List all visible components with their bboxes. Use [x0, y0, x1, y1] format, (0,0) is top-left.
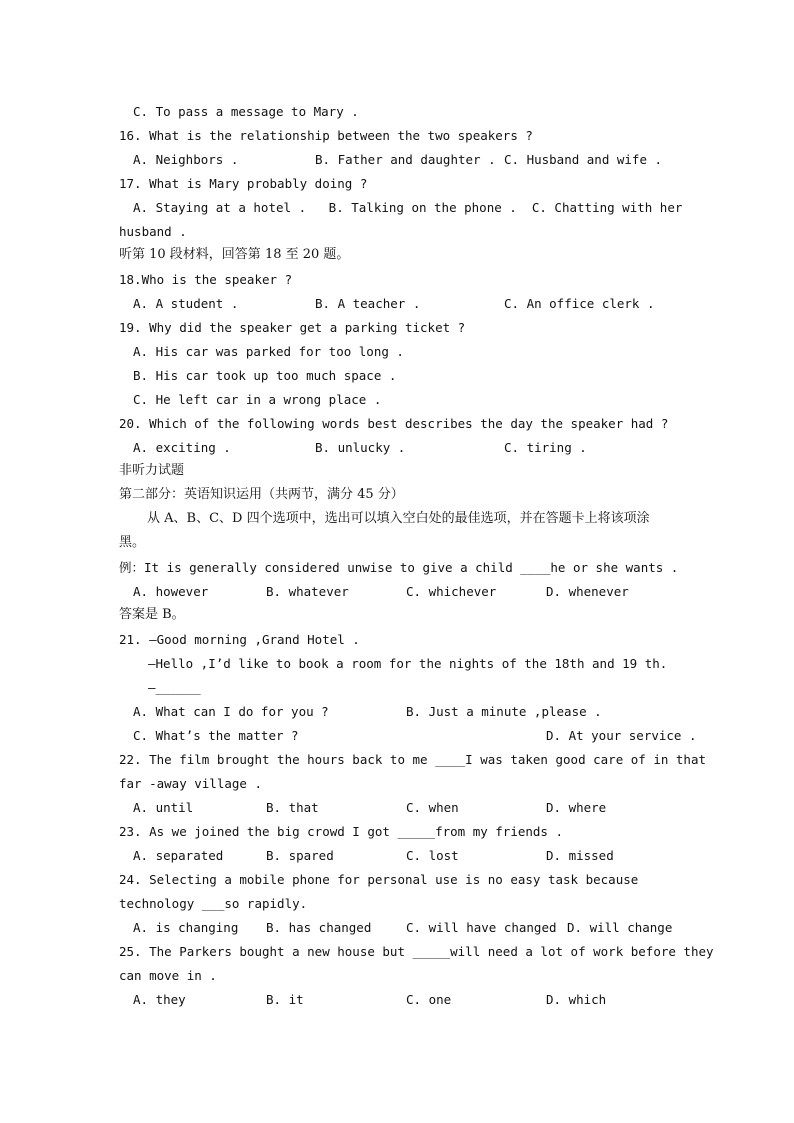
example-stem: 例：It is generally considered unwise to give a child ____he or she wants . — [119, 560, 679, 575]
q19-stem: 19. Why did the speaker get a parking ticket ? — [119, 320, 466, 335]
q22-option-b: B. that — [266, 800, 319, 815]
q25-option-c: C. one — [406, 992, 452, 1007]
q21-dialogue-2: —Hello ,I’d like to book a room for the nights of the 18th and 19 th. — [148, 656, 668, 671]
q25-option-b: B. it — [266, 992, 304, 1007]
q18-option-a: A. A student . — [133, 296, 239, 311]
q19-option-a: A. His car was parked for too long . — [133, 344, 404, 359]
q22-option-c: C. when — [406, 800, 459, 815]
example-option-d: D. whenever — [546, 584, 629, 599]
q22-option-d: D. where — [546, 800, 607, 815]
q22-option-a: A. until — [133, 800, 194, 815]
q17-option-c-cont: husband . — [119, 224, 187, 239]
q23-option-c: C. lost — [406, 848, 459, 863]
example-option-a: A. however — [133, 584, 209, 599]
q24-stem-cont: technology ___so rapidly. — [119, 896, 308, 911]
q17-options: A. Staying at a hotel . B. Talking on the phone . C. Chatting with her — [133, 200, 683, 215]
q18-option-c: C. An office clerk . — [504, 296, 655, 311]
instructions-line-2: 黑。 — [119, 535, 146, 550]
q24-stem: 24. Selecting a mobile phone for personal use is no easy task because — [119, 872, 639, 887]
part-two-heading: 第二部分：英语知识运用（共两节，满分 45 分） — [119, 487, 404, 502]
q24-option-b: B. has changed — [266, 920, 372, 935]
q24-option-a: A. is changing — [133, 920, 239, 935]
section-10-heading: 听第 10 段材料，回答第 18 至 20 题。 — [119, 247, 350, 262]
q15-option-c: C. To pass a message to Mary . — [133, 104, 359, 119]
q23-option-a: A. separated — [133, 848, 224, 863]
q25-option-a: A. they — [133, 992, 186, 1007]
q20-option-c: C. tiring . — [504, 440, 587, 455]
q18-option-b: B. A teacher . — [315, 296, 421, 311]
non-listening-heading: 非听力试题 — [119, 463, 185, 478]
q21-option-c: C. What’s the matter ? — [133, 728, 299, 743]
q21-dialogue-3: —______ — [148, 680, 201, 695]
q18-stem: 18.Who is the speaker ? — [119, 272, 293, 287]
q20-option-a: A. exciting . — [133, 440, 231, 455]
q16-option-c: C. Husband and wife . — [504, 152, 663, 167]
q19-option-c: C. He left car in a wrong place . — [133, 392, 382, 407]
q24-option-c: C. will have changed — [406, 920, 557, 935]
example-option-b: B. whatever — [266, 584, 349, 599]
q24-option-d: D. will change — [567, 920, 673, 935]
q23-stem: 23. As we joined the big crowd I got _____from my friends . — [119, 824, 564, 839]
q21-stem: 21. —Good morning ,Grand Hotel . — [119, 632, 360, 647]
q20-stem: 20. Which of the following words best describes the day the speaker had ? — [119, 416, 669, 431]
q16-option-b: B. Father and daughter . — [315, 152, 496, 167]
example-option-c: C. whichever — [406, 584, 497, 599]
q25-stem-cont: can move in . — [119, 968, 217, 983]
q23-option-d: D. missed — [546, 848, 614, 863]
q22-stem-cont: far -away village . — [119, 776, 262, 791]
q17-stem: 17. What is Mary probably doing ? — [119, 176, 368, 191]
q19-option-b: B. His car took up too much space . — [133, 368, 397, 383]
q25-stem: 25. The Parkers bought a new house but _____will need a lot of work before they — [119, 944, 714, 959]
q20-option-b: B. unlucky . — [315, 440, 406, 455]
q22-stem: 22. The film brought the hours back to me ____I was taken good care of in that — [119, 752, 706, 767]
instructions-line-1: 从 A、B、C、D 四个选项中，选出可以填入空白处的最佳选项，并在答题卡上将该项涂 — [147, 511, 650, 526]
q23-option-b: B. spared — [266, 848, 334, 863]
example-answer: 答案是 B。 — [119, 607, 185, 622]
q21-option-a: A. What can I do for you ? — [133, 704, 329, 719]
q25-option-d: D. which — [546, 992, 607, 1007]
q16-stem: 16. What is the relationship between the two speakers ? — [119, 128, 533, 143]
q21-option-d: D. At your service . — [546, 728, 697, 743]
q16-option-a: A. Neighbors . — [133, 152, 239, 167]
q21-option-b: B. Just a minute ,please . — [406, 704, 602, 719]
